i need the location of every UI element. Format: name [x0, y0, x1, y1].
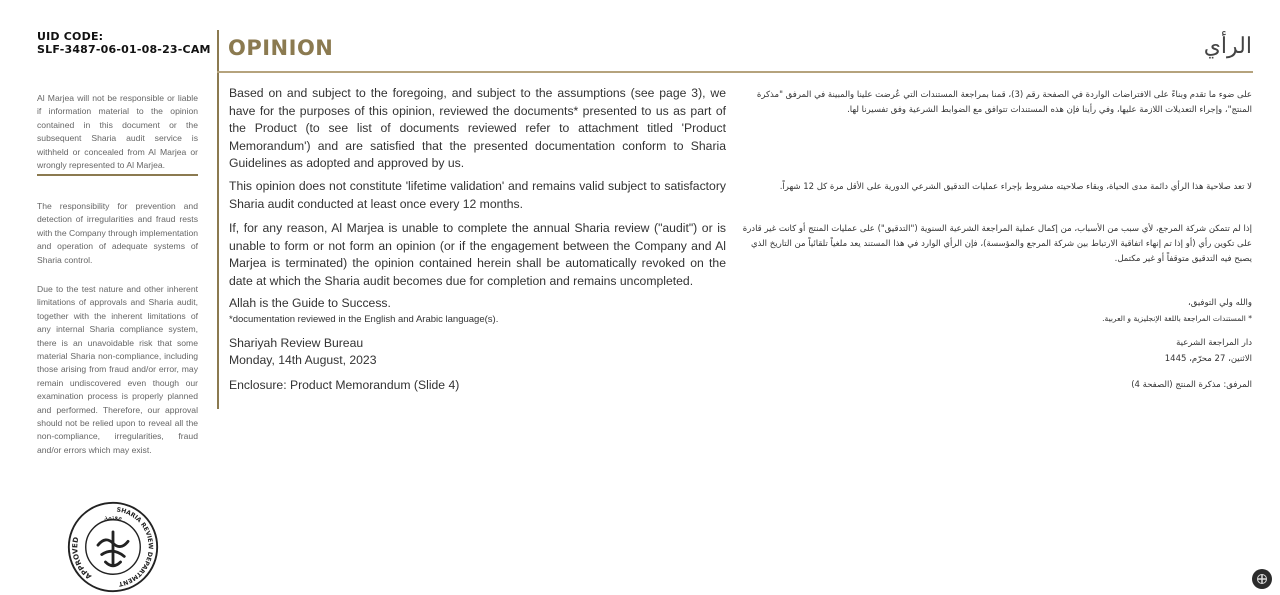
disclaimer-responsibility: Al Marjea will not be responsible or liable if information material to the opinion contained in this document or the subsequent Sharia audit service is withheld or concealed from Al Marjea or wrongly represented to Al Marjea.: [37, 92, 198, 176]
arabic-footnote: * المستندات المراجعة باللغة الإنجليزية و العربية.: [1102, 314, 1252, 323]
english-signatory: Shariyah Review Bureau: [229, 336, 364, 350]
english-date: Monday, 14th August, 2023: [229, 353, 377, 367]
uid-block: [37, 30, 211, 56]
uid-code: SLF-3487-06-01-08-23-CAM: [37, 43, 211, 56]
header-divider: [217, 71, 1253, 73]
english-enclosure: Enclosure: Product Memorandum (Slide 4): [229, 378, 460, 392]
uid-label: UID CODE:: [37, 30, 104, 43]
approved-stamp: [66, 500, 160, 594]
arabic-paragraph-1: على ضوء ما تقدم وبناءً على الافتراضات الواردة في الصفحة رقم (3)، قمنا بمراجعة المستندات التي عُرضت علينا والمبينة في المرفق "مذكرة المنتج"، وإجراء التعديلات اللازمة عليها، وفي رأينا فإن هذه المستندات تتوافق مع الضوابط الشرعية وفق تفسيرنا لها.: [756, 90, 1252, 115]
arabic-enclosure: المرفق: مذكرة المنتج (الصفحة 4): [1131, 380, 1252, 390]
disclaimer-fraud: The responsibility for prevention and detection of irregularities and fraud rests with the Company through implementation and operation of adequate systems of Sharia control.: [37, 201, 198, 265]
english-footnote: *documentation reviewed in the English and Arabic language(s).: [229, 314, 499, 325]
corner-action-button[interactable]: [1252, 569, 1272, 589]
english-closing: Allah is the Guide to Success.: [229, 296, 391, 310]
vertical-divider: [217, 30, 219, 409]
page-title-en: OPINION: [228, 36, 334, 60]
stamp-arabic-text: معتمد: [103, 512, 123, 522]
stamp-approved-text: APPROVED: [70, 536, 94, 582]
corner-icon: [1256, 573, 1268, 585]
arabic-paragraph-3: إذا لم تتمكن شركة المرجع، لأي سبب من الأسباب، من إكمال عملية المراجعة الشرعية السنوية ("التدقيق") على عمليات المنتج أو كانت غير قادرة على تكوين رأي (أو إذا تم إنهاء اتفاقية الارتباط بين شركة المرجع والمؤسسة)، فإن الرأي الوارد في هذا المستند يعد ملغياً تلقائياً من التاريخ الذي يصبح فيه التدقيق متوقفاً أو غير مكتمل.: [742, 224, 1252, 264]
page-title-ar: الرأي: [1203, 34, 1252, 59]
arabic-date: الاثنين، 27 محرّم، 1445: [1164, 354, 1252, 364]
english-paragraph-3: If, for any reason, Al Marjea is unable to complete the annual Sharia review ("audit") or is unable to form or not form an opinion (or if the engagement between the Company and Al Marjea is terminated) the opinion contained herein shall be automatically revoked on the date at which the Sharia audit becomes due for completion and remains uncompleted.: [229, 221, 726, 288]
stamp-department-text: SHARIA REVIEW DEPARTMENT: [116, 506, 154, 588]
english-paragraph-1: Based on and subject to the foregoing, and subject to the assumptions (see page 3), we have for the purposes of this opinion, reviewed the documents* presented to us as part of the Product (to see list of documents reviewed refer to attachment titled 'Product Memorandum') and are satisfied that the presented documentation conform to Sharia Guidelines as adopted and approved by us.: [229, 86, 726, 171]
stamp-calligraphy-logo: [98, 532, 128, 566]
english-paragraph-2: This opinion does not constitute 'lifetime validation' and remains valid subject to satisfactory Sharia audit conducted at least once every 12 months.: [229, 179, 726, 211]
arabic-closing: والله ولي التوفيق،: [1188, 298, 1252, 308]
arabic-signatory: دار المراجعة الشرعية: [1176, 338, 1252, 348]
arabic-paragraph-2: لا تعد صلاحية هذا الرأي دائمة مدى الحياة، وبقاء صلاحيته مشروط بإجراء عمليات التدقيق الشرعي الدورية على الأقل مرة كل 12 شهراً.: [779, 182, 1252, 192]
disclaimer-limitations: Due to the test nature and other inherent limitations of approvals and Sharia audit, together with the inherent limitations of any internal Sharia compliance system, there is an unavoidable risk that some material Sharia non-compliance, including those arising from fraud and/or error, may remain undiscovered even though our examination process is properly planned and performed. Therefore, our approval should not be relied upon to reveal all the non-compliance, irregularities, fraud and/or errors which may exist.: [37, 284, 198, 455]
